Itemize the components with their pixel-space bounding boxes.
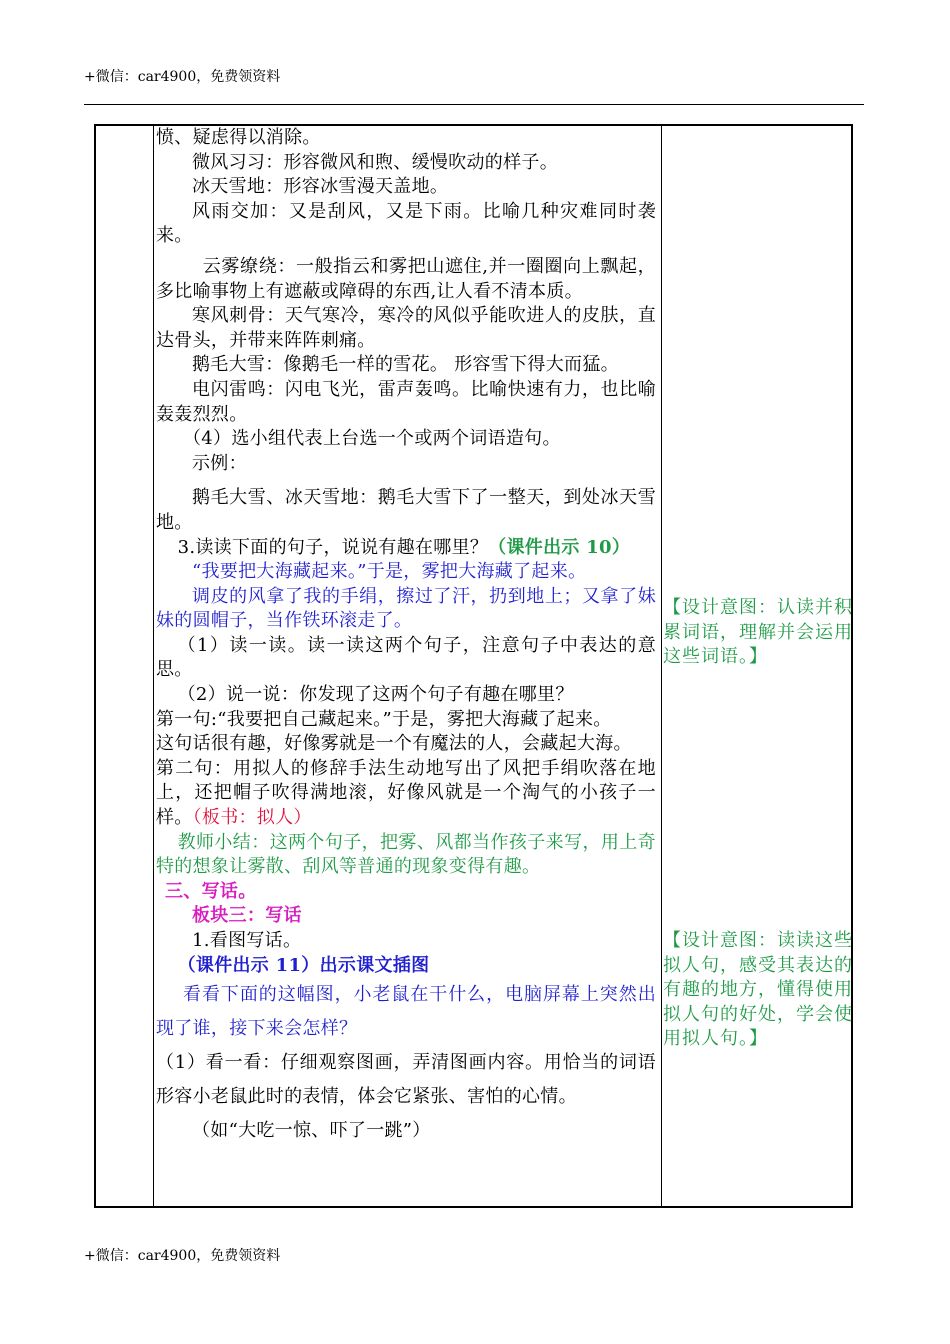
header-divider: [84, 104, 864, 105]
column-divider-left: [153, 126, 154, 1206]
design-intent-note-1: 【设计意图：认读并积累词语，理解并会运用这些词语。】: [663, 597, 853, 668]
paragraph: 愤、疑虑得以消除。: [156, 127, 321, 148]
question-heading: [156, 536, 656, 561]
paragraph: 第一句:“我要把自己藏起来。”于是，雾把大海藏了起来。: [156, 708, 612, 730]
column-divider-right: [661, 126, 662, 1206]
quote-sentence-2: 调皮的风拿了我的手绢，擦过了汗，扔到地上；又拿了妹妹的圆帽子，当作铁环滚走了。: [156, 585, 656, 632]
vocab-item: 寒风刺骨：天气寒冷，寒冷的风似乎能吹进人的皮肤，直达骨头，并带来阵阵刺痛。: [156, 305, 656, 351]
teacher-summary: 教师小结：这两个句子，把雾、风都当作孩子来写，用上奇特的想象让雾散、刮风等普通的现象变得有趣。: [156, 831, 656, 878]
step-text: （1）读一读。读一读这两个句子，注意句子中表达的意思。: [156, 634, 656, 681]
step-text: （2）说一说：你发现了这两个句子有趣在哪里？: [177, 684, 574, 706]
design-intent-note-2: 【设计意图：读读这些拟人句，感受其表达的有趣的地方，懂得使用拟人句的好处，学会使用拟人句。】: [663, 930, 853, 1050]
quote-sentence-1: “我要把大海藏起来。”于是，雾把大海藏了起来。: [192, 561, 587, 583]
paragraph: 这句话很有趣，好像雾就是一个有魔法的人，会藏起大海。: [156, 733, 632, 755]
courseware-note: （课件出示 10）: [488, 536, 631, 558]
paragraph: [156, 757, 656, 831]
paragraph-text: 第二句：用拟人的修辞手法生动地写出了风把手绢吹落在地上，还把帽子吹得满地滚，好像风就是一个淘气的小孩子一样。: [156, 757, 656, 829]
blackboard-note: （板书：拟人）: [192, 807, 312, 829]
step-text: （1）看一看：仔细观察图画，弄清图画内容。用恰当的词语形容小老鼠此时的表情，体会它紧张、害怕的心情。: [156, 1052, 656, 1108]
page-header: +微信：car4900，免费领资料: [84, 69, 281, 85]
prompt-text: 看看下面的这幅图，小老鼠在干什么，电脑屏幕上突然出现了谁，接下来会怎样？: [156, 984, 656, 1040]
example-sentence: 鹅毛大雪、冰天雪地：鹅毛大雪下了一整天，到处冰天雪地。: [156, 487, 656, 533]
vocab-item: 风雨交加：又是刮风，又是下雨。比喻几种灾难同时袭来。: [156, 200, 656, 247]
question-text: 3.读读下面的句子，说说有趣在哪里？: [177, 536, 489, 558]
section-heading: 三、写话。: [165, 880, 257, 902]
page-footer: +微信：car4900，免费领资料: [84, 1248, 281, 1264]
vocab-item: 电闪雷鸣：闪电飞光，雷声轰鸣。比喻快速有力，也比喻轰轰烈烈。: [156, 378, 656, 425]
step-text: 1.看图写话。: [192, 930, 302, 951]
courseware-heading: （课件出示 11）出示课文插图: [177, 954, 430, 976]
step-text: （4）选小组代表上台选一个或两个词语造句。: [183, 428, 561, 450]
example-label: 示例：: [192, 452, 247, 474]
vocab-item: 微风习习：形容微风和煦、缓慢吹动的样子。: [192, 151, 558, 173]
lesson-table: [94, 124, 853, 1208]
vocab-item: 冰天雪地：形容冰雪漫天盖地。: [192, 176, 449, 198]
vocab-item: 云雾缭绕：一般指云和雾把山遮住,并一圈圈向上飘起，多比喻事物上有遮蔽或障碍的东西,让人看不清本质。: [156, 255, 656, 302]
lesson-content: [156, 126, 656, 1148]
vocab-item: 鹅毛大雪：像鹅毛一样的雪花。 形容雪下得大而猛。: [192, 354, 619, 376]
example-words: （如“大吃一惊、吓了一跳”）: [192, 1120, 431, 1142]
block-heading: 板块三：写话: [192, 905, 302, 927]
